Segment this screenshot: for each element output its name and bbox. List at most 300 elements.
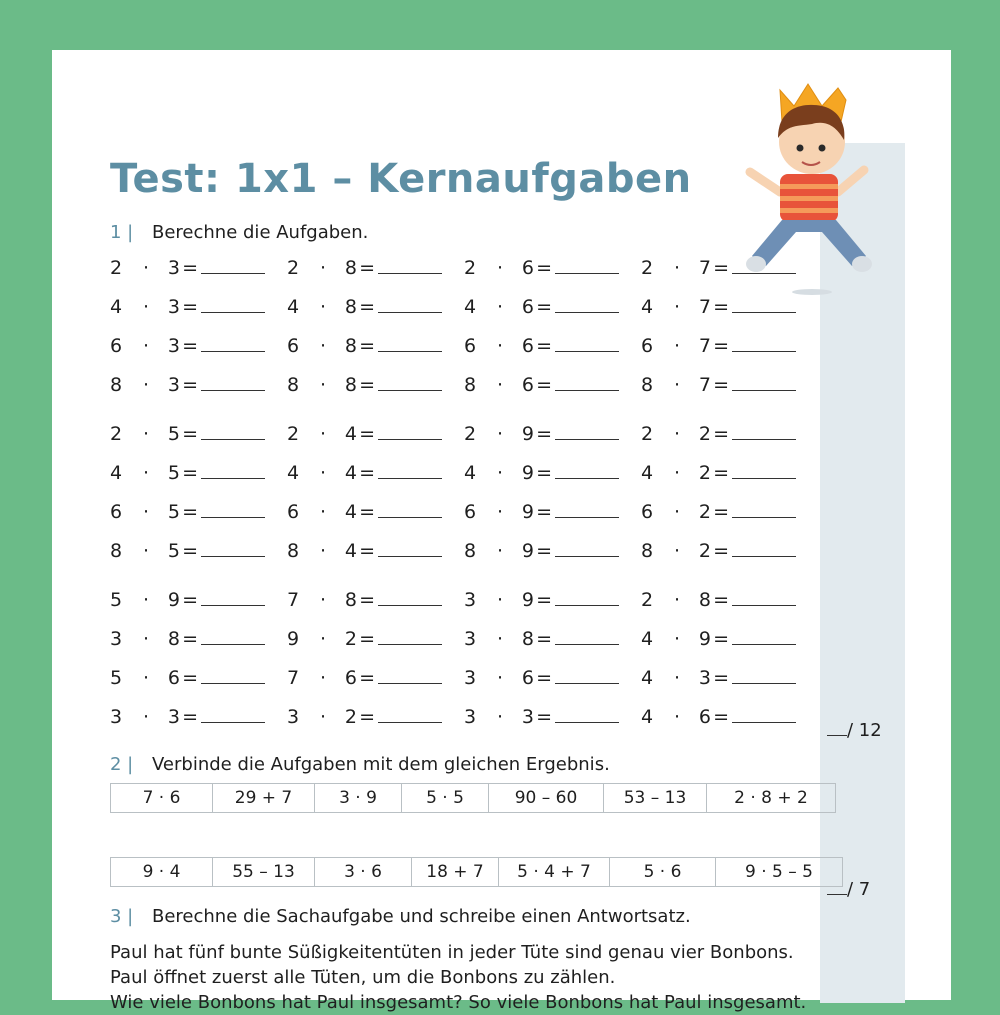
answer-blank[interactable] xyxy=(378,372,442,391)
answer-blank[interactable] xyxy=(201,421,265,440)
task1-points-max: / 12 xyxy=(847,720,882,741)
equation xyxy=(110,665,280,689)
expression-cell[interactable]: 3 · 9 xyxy=(315,784,402,813)
multiply-sign: · xyxy=(319,589,327,611)
factor-b: 2 xyxy=(698,540,711,562)
multiply-sign: · xyxy=(496,257,504,279)
expression-cell[interactable]: 5 · 6 xyxy=(610,858,716,887)
factor-b: 3 xyxy=(167,335,180,357)
equals-sign: = xyxy=(536,628,552,650)
equals-sign: = xyxy=(536,501,552,523)
equals-sign: = xyxy=(182,296,198,318)
factor-b: 7 xyxy=(698,296,711,318)
factor-a: 6 xyxy=(464,501,477,523)
multiply-sign: · xyxy=(319,423,327,445)
answer-blank[interactable] xyxy=(201,626,265,645)
expression-cell[interactable]: 9 · 4 xyxy=(111,858,213,887)
factor-b: 8 xyxy=(344,296,357,318)
equation xyxy=(641,499,811,523)
equation xyxy=(641,587,811,611)
equals-sign: = xyxy=(713,296,729,318)
factor-b: 2 xyxy=(698,423,711,445)
expression-cell[interactable]: 55 – 13 xyxy=(213,858,315,887)
factor-a: 3 xyxy=(287,706,300,728)
equation xyxy=(287,626,457,650)
equation xyxy=(464,538,634,562)
answer-blank[interactable] xyxy=(555,255,619,274)
equals-sign: = xyxy=(359,706,375,728)
factor-a: 8 xyxy=(287,540,300,562)
equals-sign: = xyxy=(182,540,198,562)
factor-b: 3 xyxy=(167,706,180,728)
factor-a: 4 xyxy=(641,296,654,318)
equation xyxy=(464,460,634,484)
factor-b: 6 xyxy=(521,335,534,357)
factor-b: 5 xyxy=(167,501,180,523)
equals-sign: = xyxy=(182,257,198,279)
multiply-sign: · xyxy=(142,667,150,689)
answer-blank[interactable] xyxy=(732,372,796,391)
multiply-sign: · xyxy=(142,335,150,357)
multiply-sign: · xyxy=(319,706,327,728)
equals-sign: = xyxy=(182,589,198,611)
multiply-sign: · xyxy=(496,462,504,484)
factor-a: 5 xyxy=(110,589,123,611)
answer-blank[interactable] xyxy=(555,704,619,723)
factor-a: 4 xyxy=(287,296,300,318)
equals-sign: = xyxy=(359,257,375,279)
factor-a: 2 xyxy=(110,423,123,445)
answer-blank[interactable] xyxy=(732,704,796,723)
factor-b: 8 xyxy=(521,628,534,650)
factor-b: 9 xyxy=(521,501,534,523)
multiply-sign: · xyxy=(673,374,681,396)
factor-a: 6 xyxy=(287,501,300,523)
multiply-sign: · xyxy=(142,423,150,445)
equals-sign: = xyxy=(182,628,198,650)
factor-a: 2 xyxy=(287,423,300,445)
factor-b: 4 xyxy=(344,423,357,445)
multiply-sign: · xyxy=(673,706,681,728)
equals-sign: = xyxy=(536,296,552,318)
expression-cell[interactable]: 18 + 7 xyxy=(412,858,499,887)
factor-b: 6 xyxy=(521,257,534,279)
equals-sign: = xyxy=(536,667,552,689)
equals-sign: = xyxy=(536,462,552,484)
factor-b: 4 xyxy=(344,501,357,523)
expression-cell[interactable]: 2 · 8 + 2 xyxy=(707,784,836,813)
answer-blank[interactable] xyxy=(201,704,265,723)
task2-heading xyxy=(110,754,610,775)
multiply-sign: · xyxy=(673,667,681,689)
task1-number: 1 | xyxy=(110,222,134,243)
multiply-sign: · xyxy=(496,706,504,728)
answer-blank[interactable] xyxy=(201,538,265,557)
factor-b: 4 xyxy=(344,540,357,562)
equals-sign: = xyxy=(713,540,729,562)
equals-sign: = xyxy=(536,540,552,562)
answer-blank[interactable] xyxy=(201,372,265,391)
equals-sign: = xyxy=(359,374,375,396)
equals-sign: = xyxy=(713,335,729,357)
page-title: Test: 1x1 – Kernaufgaben xyxy=(110,156,692,202)
equation xyxy=(641,421,811,445)
equals-sign: = xyxy=(713,374,729,396)
equation xyxy=(287,538,457,562)
equation xyxy=(641,665,811,689)
equation xyxy=(110,372,280,396)
multiply-sign: · xyxy=(496,374,504,396)
answer-blank[interactable] xyxy=(378,626,442,645)
answer-blank[interactable] xyxy=(555,626,619,645)
factor-b: 9 xyxy=(521,589,534,611)
equals-sign: = xyxy=(713,423,729,445)
equals-sign: = xyxy=(182,335,198,357)
points-blank[interactable] xyxy=(827,735,847,736)
factor-a: 8 xyxy=(110,540,123,562)
answer-blank[interactable] xyxy=(378,704,442,723)
equation xyxy=(110,294,280,318)
answer-blank[interactable] xyxy=(555,333,619,352)
factor-b: 7 xyxy=(698,257,711,279)
factor-a: 6 xyxy=(641,501,654,523)
equation xyxy=(110,704,280,728)
equation xyxy=(641,294,811,318)
equation xyxy=(464,333,634,357)
answer-blank[interactable] xyxy=(732,587,796,606)
equation xyxy=(110,460,280,484)
equals-sign: = xyxy=(359,335,375,357)
multiply-sign: · xyxy=(142,257,150,279)
expression-cell[interactable]: 3 · 6 xyxy=(315,858,412,887)
equation xyxy=(110,333,280,357)
factor-a: 2 xyxy=(641,423,654,445)
answer-blank[interactable] xyxy=(201,333,265,352)
equation xyxy=(110,626,280,650)
equals-sign: = xyxy=(182,462,198,484)
answer-blank[interactable] xyxy=(378,333,442,352)
answer-blank[interactable] xyxy=(732,460,796,479)
factor-b: 9 xyxy=(521,462,534,484)
points-blank[interactable] xyxy=(827,894,847,895)
answer-blank[interactable] xyxy=(555,538,619,557)
task3-heading xyxy=(110,906,691,927)
answer-blank[interactable] xyxy=(378,294,442,313)
answer-blank[interactable] xyxy=(201,665,265,684)
multiply-sign: · xyxy=(319,374,327,396)
equation xyxy=(641,333,811,357)
factor-b: 6 xyxy=(167,667,180,689)
multiply-sign: · xyxy=(319,296,327,318)
factor-b: 6 xyxy=(698,706,711,728)
factor-a: 3 xyxy=(464,706,477,728)
factor-a: 8 xyxy=(641,540,654,562)
multiply-sign: · xyxy=(496,296,504,318)
answer-blank[interactable] xyxy=(378,499,442,518)
equation xyxy=(641,255,811,279)
factor-a: 6 xyxy=(110,335,123,357)
equals-sign: = xyxy=(713,462,729,484)
word-problem-line: Wie viele Bonbons hat Paul insgesamt? So viele Bonbons hat Paul insgesamt. xyxy=(110,992,807,1013)
equation xyxy=(464,255,634,279)
factor-b: 3 xyxy=(167,257,180,279)
factor-a: 8 xyxy=(287,374,300,396)
factor-a: 3 xyxy=(110,706,123,728)
equals-sign: = xyxy=(713,628,729,650)
expression-cell[interactable]: 5 · 4 + 7 xyxy=(499,858,610,887)
factor-b: 2 xyxy=(344,628,357,650)
task2-bottom-row xyxy=(110,857,843,887)
answer-blank[interactable] xyxy=(378,421,442,440)
factor-b: 8 xyxy=(344,589,357,611)
factor-b: 6 xyxy=(521,667,534,689)
factor-a: 4 xyxy=(110,462,123,484)
multiply-sign: · xyxy=(496,335,504,357)
multiply-sign: · xyxy=(319,257,327,279)
factor-b: 9 xyxy=(521,540,534,562)
multiply-sign: · xyxy=(319,501,327,523)
expression-cell[interactable]: 7 · 6 xyxy=(111,784,213,813)
equals-sign: = xyxy=(359,501,375,523)
equation xyxy=(110,255,280,279)
equation xyxy=(641,626,811,650)
equation xyxy=(287,704,457,728)
equals-sign: = xyxy=(713,589,729,611)
factor-a: 8 xyxy=(464,540,477,562)
answer-blank[interactable] xyxy=(732,499,796,518)
multiply-sign: · xyxy=(142,540,150,562)
factor-b: 9 xyxy=(521,423,534,445)
equation xyxy=(287,294,457,318)
equals-sign: = xyxy=(182,423,198,445)
factor-a: 2 xyxy=(287,257,300,279)
multiply-sign: · xyxy=(319,667,327,689)
multiply-sign: · xyxy=(496,667,504,689)
equation xyxy=(464,704,634,728)
factor-b: 8 xyxy=(344,335,357,357)
factor-b: 7 xyxy=(698,374,711,396)
multiply-sign: · xyxy=(673,296,681,318)
equals-sign: = xyxy=(182,706,198,728)
answer-blank[interactable] xyxy=(555,587,619,606)
factor-b: 5 xyxy=(167,462,180,484)
equation xyxy=(110,538,280,562)
task2-instruction: Verbinde die Aufgaben mit dem gleichen Ergebnis. xyxy=(152,754,610,775)
answer-blank[interactable] xyxy=(555,665,619,684)
answer-blank[interactable] xyxy=(732,626,796,645)
answer-blank[interactable] xyxy=(555,421,619,440)
factor-b: 3 xyxy=(521,706,534,728)
multiply-sign: · xyxy=(673,423,681,445)
factor-a: 4 xyxy=(641,628,654,650)
multiply-sign: · xyxy=(142,589,150,611)
equals-sign: = xyxy=(359,296,375,318)
equation xyxy=(110,499,280,523)
expression-cell[interactable]: 29 + 7 xyxy=(213,784,315,813)
factor-a: 2 xyxy=(464,257,477,279)
multiply-sign: · xyxy=(319,628,327,650)
task2-top-row xyxy=(110,783,836,813)
answer-blank[interactable] xyxy=(732,255,796,274)
factor-b: 2 xyxy=(344,706,357,728)
answer-blank[interactable] xyxy=(201,587,265,606)
equals-sign: = xyxy=(713,257,729,279)
multiply-sign: · xyxy=(673,335,681,357)
multiply-sign: · xyxy=(319,335,327,357)
factor-a: 2 xyxy=(641,257,654,279)
expression-cell[interactable]: 9 · 5 – 5 xyxy=(716,858,843,887)
multiply-sign: · xyxy=(142,296,150,318)
task1-heading xyxy=(110,222,368,243)
answer-blank[interactable] xyxy=(732,538,796,557)
equation xyxy=(641,538,811,562)
factor-a: 4 xyxy=(641,706,654,728)
factor-a: 3 xyxy=(464,667,477,689)
factor-a: 6 xyxy=(110,501,123,523)
factor-b: 7 xyxy=(698,335,711,357)
task2-points-max: / 7 xyxy=(847,879,871,900)
factor-b: 3 xyxy=(167,296,180,318)
factor-b: 6 xyxy=(521,296,534,318)
expression-cell[interactable]: 5 · 5 xyxy=(402,784,489,813)
equals-sign: = xyxy=(182,501,198,523)
multiply-sign: · xyxy=(496,501,504,523)
answer-blank[interactable] xyxy=(201,460,265,479)
equals-sign: = xyxy=(536,335,552,357)
equation xyxy=(287,665,457,689)
factor-a: 8 xyxy=(464,374,477,396)
word-problem xyxy=(110,940,806,1015)
factor-b: 2 xyxy=(698,462,711,484)
factor-b: 3 xyxy=(698,667,711,689)
task3-number: 3 | xyxy=(110,906,134,927)
factor-b: 8 xyxy=(344,374,357,396)
factor-b: 8 xyxy=(698,589,711,611)
answer-blank[interactable] xyxy=(555,372,619,391)
equals-sign: = xyxy=(182,667,198,689)
factor-a: 4 xyxy=(287,462,300,484)
factor-a: 4 xyxy=(641,667,654,689)
answer-blank[interactable] xyxy=(378,587,442,606)
answer-blank[interactable] xyxy=(555,499,619,518)
equation xyxy=(464,294,634,318)
word-problem-line: Paul öffnet zuerst alle Tüten, um die Bonbons zu zählen. xyxy=(110,967,616,988)
multiply-sign: · xyxy=(142,462,150,484)
multiply-sign: · xyxy=(496,628,504,650)
factor-a: 2 xyxy=(464,423,477,445)
equals-sign: = xyxy=(182,374,198,396)
equation xyxy=(641,372,811,396)
equation xyxy=(110,587,280,611)
answer-blank[interactable] xyxy=(732,333,796,352)
factor-b: 6 xyxy=(521,374,534,396)
answer-blank[interactable] xyxy=(201,294,265,313)
equation xyxy=(464,499,634,523)
equation xyxy=(110,421,280,445)
factor-a: 2 xyxy=(641,589,654,611)
factor-a: 9 xyxy=(287,628,300,650)
factor-a: 5 xyxy=(110,667,123,689)
equals-sign: = xyxy=(713,706,729,728)
multiply-sign: · xyxy=(673,257,681,279)
answer-blank[interactable] xyxy=(201,255,265,274)
equals-sign: = xyxy=(536,706,552,728)
answer-blank[interactable] xyxy=(555,460,619,479)
multiply-sign: · xyxy=(673,462,681,484)
factor-a: 7 xyxy=(287,589,300,611)
factor-a: 3 xyxy=(464,628,477,650)
equation xyxy=(464,421,634,445)
multiply-sign: · xyxy=(142,706,150,728)
equals-sign: = xyxy=(536,589,552,611)
factor-b: 9 xyxy=(698,628,711,650)
equation xyxy=(641,460,811,484)
multiply-sign: · xyxy=(673,628,681,650)
equation xyxy=(464,665,634,689)
factor-b: 2 xyxy=(698,501,711,523)
answer-blank[interactable] xyxy=(378,665,442,684)
equals-sign: = xyxy=(713,501,729,523)
equation xyxy=(287,372,457,396)
answer-blank[interactable] xyxy=(732,665,796,684)
multiply-sign: · xyxy=(142,628,150,650)
expression-cell[interactable]: 53 – 13 xyxy=(604,784,707,813)
equals-sign: = xyxy=(359,589,375,611)
task1-points xyxy=(827,720,882,741)
factor-a: 3 xyxy=(464,589,477,611)
factor-a: 4 xyxy=(641,462,654,484)
answer-blank[interactable] xyxy=(378,255,442,274)
answer-blank[interactable] xyxy=(378,538,442,557)
equals-sign: = xyxy=(536,423,552,445)
equation xyxy=(287,421,457,445)
multiply-sign: · xyxy=(496,423,504,445)
factor-a: 2 xyxy=(110,257,123,279)
factor-b: 8 xyxy=(344,257,357,279)
equals-sign: = xyxy=(359,540,375,562)
factor-b: 5 xyxy=(167,423,180,445)
factor-a: 6 xyxy=(287,335,300,357)
task2-points xyxy=(827,879,870,900)
equation xyxy=(641,704,811,728)
answer-blank[interactable] xyxy=(732,421,796,440)
answer-blank[interactable] xyxy=(732,294,796,313)
factor-a: 8 xyxy=(110,374,123,396)
task3-instruction: Berechne die Sachaufgabe und schreibe einen Antwortsatz. xyxy=(152,906,691,927)
task1-instruction: Berechne die Aufgaben. xyxy=(152,222,369,243)
factor-a: 3 xyxy=(110,628,123,650)
equals-sign: = xyxy=(359,462,375,484)
multiply-sign: · xyxy=(319,540,327,562)
factor-a: 8 xyxy=(641,374,654,396)
multiply-sign: · xyxy=(496,540,504,562)
equals-sign: = xyxy=(359,423,375,445)
equation xyxy=(287,333,457,357)
factor-a: 4 xyxy=(110,296,123,318)
answer-blank[interactable] xyxy=(378,460,442,479)
equation xyxy=(287,587,457,611)
equals-sign: = xyxy=(713,667,729,689)
factor-b: 3 xyxy=(167,374,180,396)
equals-sign: = xyxy=(359,628,375,650)
multiply-sign: · xyxy=(142,374,150,396)
multiply-sign: · xyxy=(673,589,681,611)
answer-blank[interactable] xyxy=(201,499,265,518)
answer-blank[interactable] xyxy=(555,294,619,313)
expression-cell[interactable]: 90 – 60 xyxy=(489,784,604,813)
factor-b: 4 xyxy=(344,462,357,484)
multiply-sign: · xyxy=(319,462,327,484)
